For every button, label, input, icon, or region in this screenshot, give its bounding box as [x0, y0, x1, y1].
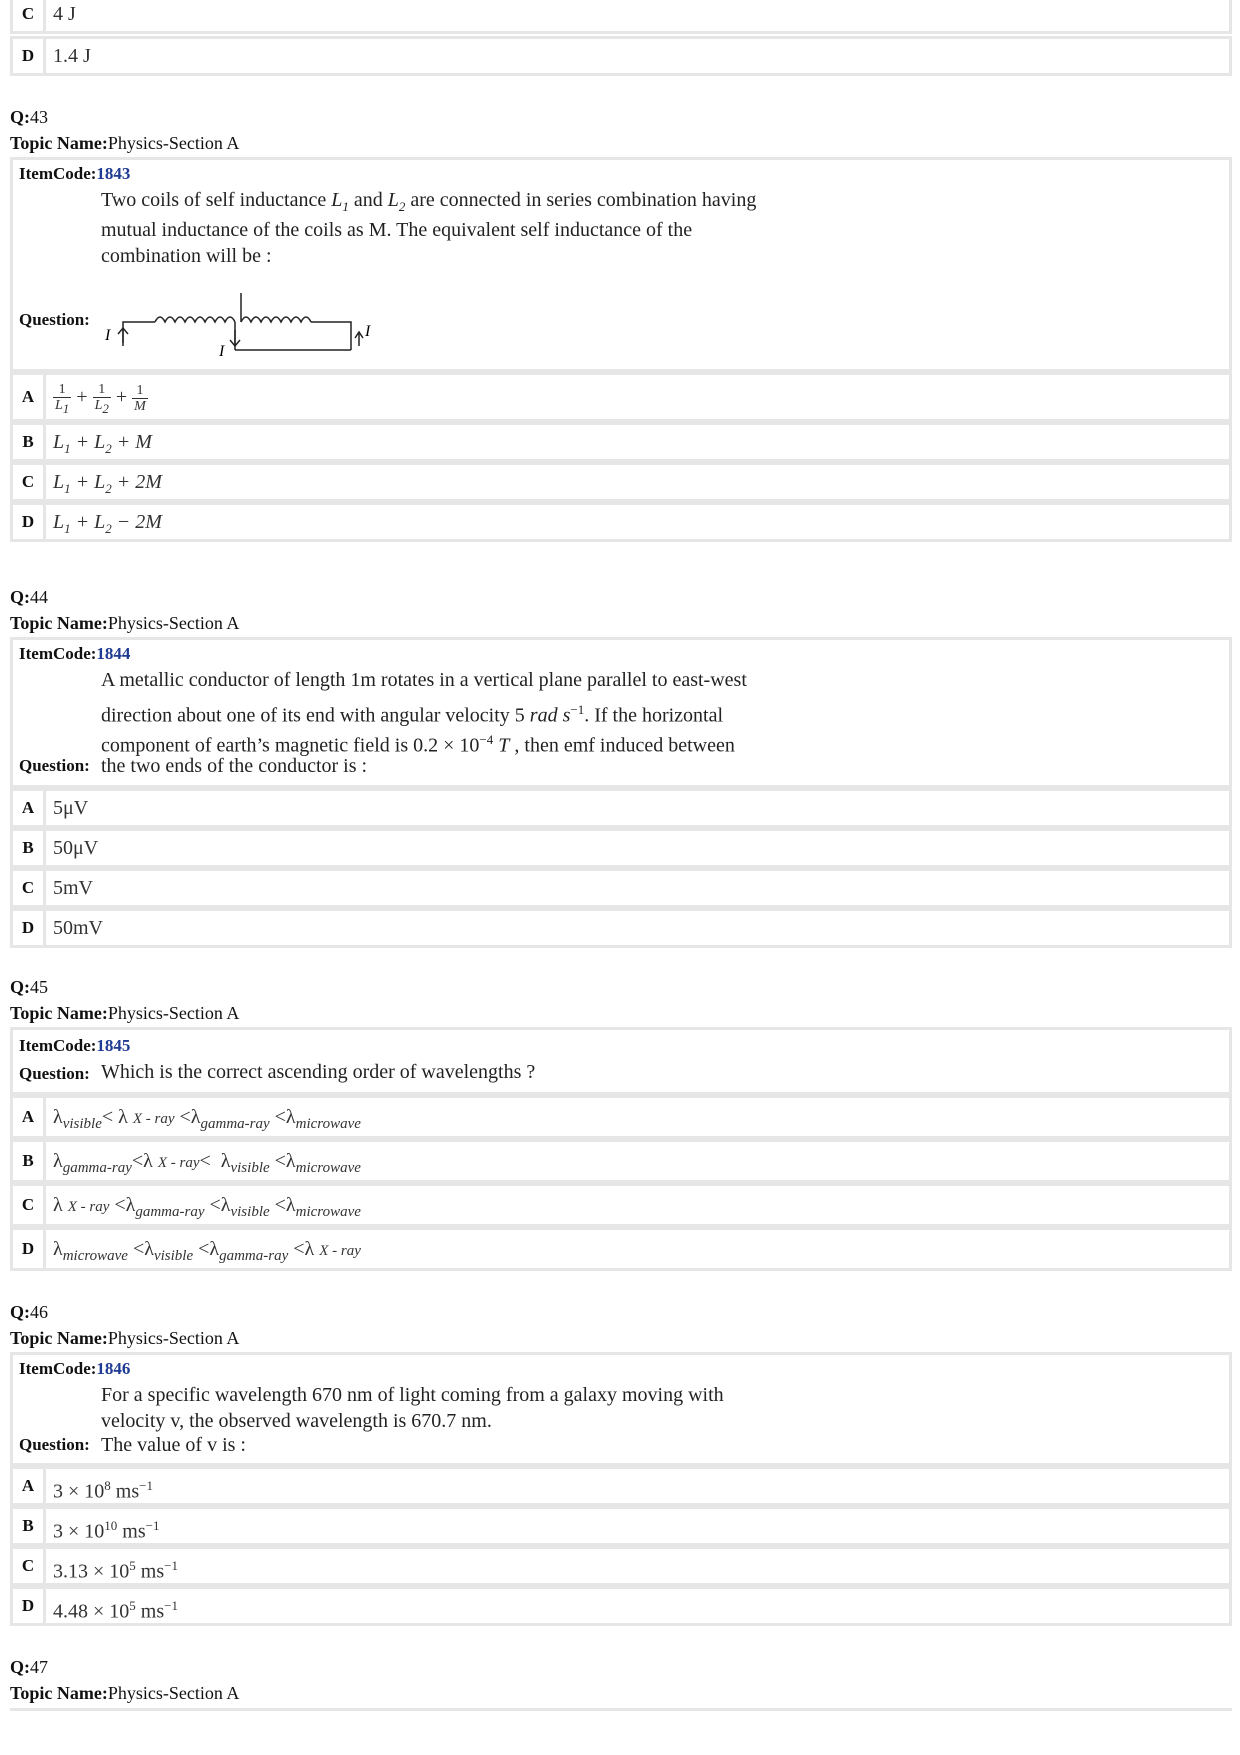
- question-label: Question:: [19, 1064, 90, 1083]
- option-a[interactable]: [10, 372, 1232, 422]
- option-b[interactable]: [10, 1139, 1232, 1183]
- current-label: I: [105, 327, 111, 344]
- option-letter: C: [13, 1186, 46, 1224]
- option-letter: A: [13, 791, 46, 825]
- question-text-line: Two coils of self inductance $L_1$ and $L_2$ are connected in series combination having: [101, 189, 757, 214]
- current-label: I: [219, 343, 225, 360]
- option-text: 1.4 J: [53, 45, 91, 67]
- option-a[interactable]: [10, 1466, 1232, 1506]
- option-text: $L_1 + L_2 - 2M$: [53, 511, 162, 536]
- option-c[interactable]: [10, 1546, 1232, 1586]
- option-text: $\lambda_{visible}< \lambda$ X - ray $<\lambda_{gamma-ray} <\lambda_{microwave}$: [53, 1106, 361, 1132]
- current-label: I: [365, 323, 371, 340]
- item-code: ItemCode:1846: [19, 1359, 131, 1378]
- coil-circuit-diagram: [101, 288, 421, 368]
- option-text: $L_1 + L_2 + M$: [53, 431, 152, 456]
- topic-name: Topic Name:Physics-Section A: [10, 1328, 240, 1348]
- option-letter: C: [13, 871, 46, 905]
- option-text: 50μV: [53, 837, 99, 859]
- option-b[interactable]: [10, 1506, 1232, 1546]
- option-letter: B: [13, 831, 46, 865]
- option-text: 5mV: [53, 877, 93, 899]
- item-code: ItemCode:1843: [19, 164, 131, 183]
- option-text: 4 J: [53, 3, 76, 25]
- topic-name: Topic Name:Physics-Section A: [10, 613, 240, 633]
- option-d[interactable]: [10, 502, 1232, 542]
- option-d[interactable]: [10, 1586, 1232, 1626]
- option-text: $\lambda_{microwave} <\lambda_{visible} <\lambda_{gamma-ray} <\lambda$ X - ray: [53, 1238, 361, 1264]
- option-d-prev[interactable]: [10, 36, 1232, 76]
- option-letter: C: [13, 1549, 46, 1583]
- option-text: $\lambda_{gamma-ray}<\lambda$ $X - ray< \lambda_{visible} <\lambda_{microwave}$: [53, 1150, 361, 1176]
- option-letter: D: [13, 1230, 46, 1268]
- option-text: $4.48 \times 10^5$ $ms^{-1}$: [53, 1598, 178, 1623]
- item-code: ItemCode:1844: [19, 644, 131, 663]
- option-letter: D: [13, 39, 46, 73]
- option-letter: D: [13, 1589, 46, 1623]
- question-text-line: velocity v, the observed wavelength is 670.7 nm.: [101, 1410, 492, 1432]
- question-text-line: component of earth’s magnetic field is $0.2 \times 10^{-4}$ T , then emf induced between: [101, 732, 735, 757]
- option-a[interactable]: [10, 788, 1232, 828]
- question-text-line: the two ends of the conductor is :: [101, 755, 368, 777]
- option-letter: C: [13, 0, 46, 31]
- option-text: $L_1 + L_2 + 2M$: [53, 471, 162, 496]
- question-text-line: For a specific wavelength 670 nm of light coming from a galaxy moving with: [101, 1384, 724, 1406]
- topic-name: Topic Name:Physics-Section A: [10, 133, 240, 153]
- divider: [10, 1708, 1232, 1711]
- question-number: Q:43: [10, 107, 48, 127]
- option-a[interactable]: [10, 1095, 1232, 1139]
- topic-name: Topic Name:Physics-Section A: [10, 1683, 240, 1703]
- option-text: $3 \times 10^8$ $ms^{-1}$: [53, 1478, 153, 1503]
- question-label: Question:: [19, 1435, 90, 1454]
- option-letter: C: [13, 465, 46, 499]
- question-text-line: Which is the correct ascending order of wavelengths ?: [101, 1061, 536, 1083]
- option-letter: A: [13, 1098, 46, 1136]
- option-text: λ X - ray $<\lambda_{gamma-ray} <\lambda_{visible} <\lambda_{microwave}$: [53, 1194, 361, 1220]
- option-c[interactable]: [10, 1183, 1232, 1227]
- question-box: [10, 637, 1232, 788]
- question-number: Q:44: [10, 587, 48, 607]
- option-b[interactable]: [10, 422, 1232, 462]
- option-text: $3 \times 10^{10}$ $ms^{-1}$: [53, 1518, 160, 1543]
- option-b[interactable]: [10, 828, 1232, 868]
- option-letter: B: [13, 425, 46, 459]
- option-letter: D: [13, 505, 46, 539]
- question-number: Q:45: [10, 977, 48, 997]
- option-d[interactable]: [10, 908, 1232, 948]
- question-box: [10, 157, 1232, 372]
- item-code: ItemCode:1845: [19, 1036, 131, 1055]
- question-box: [10, 1352, 1232, 1466]
- option-letter: A: [13, 1469, 46, 1503]
- option-c[interactable]: [10, 868, 1232, 908]
- option-c[interactable]: [10, 462, 1232, 502]
- question-text-line: mutual inductance of the coils as M. The equivalent self inductance of the: [101, 219, 693, 241]
- question-label: Question:: [19, 756, 90, 775]
- question-number: Q:47: [10, 1657, 48, 1677]
- option-c-prev[interactable]: [10, 0, 1232, 34]
- topic-name: Topic Name:Physics-Section A: [10, 1003, 240, 1023]
- question-number: Q:46: [10, 1302, 48, 1322]
- option-letter: B: [13, 1509, 46, 1543]
- option-text: $3.13 \times 10^5$ $ms^{-1}$: [53, 1558, 178, 1583]
- option-letter: D: [13, 911, 46, 945]
- question-text-line: combination will be :: [101, 245, 272, 267]
- question-text-line: The value of v is :: [101, 1434, 246, 1456]
- question-text-line: direction about one of its end with angular velocity 5 rad $s^{-1}$. If the horizontal: [101, 702, 724, 727]
- option-text: 50mV: [53, 917, 103, 939]
- option-text: 5μV: [53, 797, 89, 819]
- option-letter: B: [13, 1142, 46, 1180]
- question-box: [10, 1027, 1232, 1095]
- question-text-line: A metallic conductor of length 1m rotates in a vertical plane parallel to east-west: [101, 669, 747, 691]
- option-text: $\frac{1}{L_1}$ + $\frac{1}{L_2}$ + $\frac{1}{M}$: [55, 381, 146, 416]
- option-d[interactable]: [10, 1227, 1232, 1271]
- question-label: Question:: [19, 310, 90, 329]
- option-letter: A: [13, 375, 46, 419]
